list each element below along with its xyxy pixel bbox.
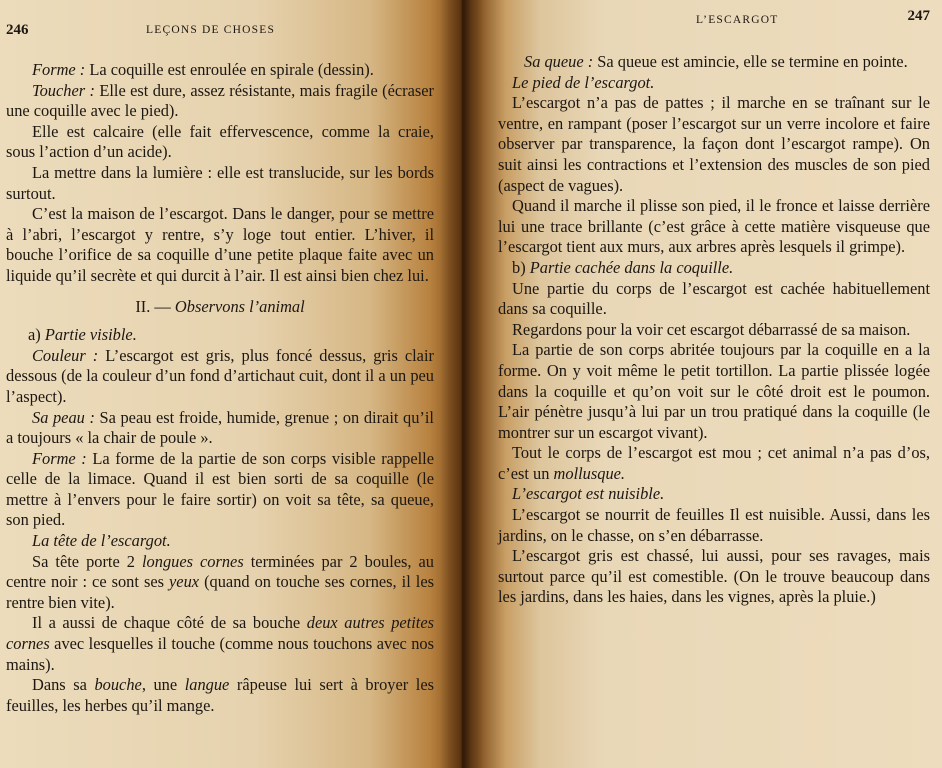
paragraph: Il a aussi de chaque côté de sa bouche deux autres petites cornes avec lesquelles il touche (comme nous touchons avec nos mains). <box>6 613 434 674</box>
paragraph: Forme : La coquille est enroulée en spirale (dessin). <box>32 60 374 79</box>
right-page <box>462 0 942 768</box>
section-heading: II. — Observons l’animal <box>135 296 305 316</box>
subheading: La tête de l’escargot. <box>32 531 171 551</box>
subheading: L’escargot est nuisible. <box>512 484 665 504</box>
paragraph: Une partie du corps de l’escargot est cachée habituellement dans sa coquille. <box>498 278 930 319</box>
paragraph: Tout le corps de l’escargot est mou ; cet animal n’a pas d’os, c’est un mollusque. <box>498 443 930 483</box>
paragraph-label: Sa peau : <box>32 407 95 427</box>
paragraph: L’escargot se nourrit de feuilles Il est nuisible. Aussi, dans les jardins, on le chasse, on s’en débarrasse. <box>498 505 930 545</box>
paragraph: La partie de son corps abritée toujours par la coquille en a la forme. On y voit même le petit tortillon. La partie plissée logée dans la coquille et qu’on voit sur le côté droit est le poumon. L’air pénètre jusqu’à lui par un trou pratiqué dans la coquille (le montrer sur un escargot vivant). <box>498 340 930 442</box>
paragraph: Elle est calcaire (elle fait effervescence, comme la craie, sous l’action d’un acide). <box>6 121 434 162</box>
paragraph-label: Sa queue : <box>524 52 594 71</box>
paragraph: Forme : La forme de la partie de son corps visible rappelle celle de la limace. Quand il est bien sorti de sa coquille (le mettre à l’envers pour le faire sortir) on voit sa tête, sa queue, son pied. <box>6 448 434 530</box>
subheading: b) Partie cachée dans la coquille. <box>512 257 734 277</box>
paragraph: Sa peau : Sa peau est froide, humide, grenue ; on dirait qu’il a toujours « la chair de poule ». <box>6 407 434 448</box>
paragraph: Regardons pour la voir cet escargot débarrassé de sa maison. <box>512 319 911 339</box>
right-page-header <box>498 10 930 32</box>
paragraph: Sa tête porte 2 longues cornes terminées par 2 boules, au centre noir : ce sont ses yeux (quand on touche ses cornes, il les rentre bien vite). <box>6 551 435 612</box>
paragraph-label: Forme : <box>32 448 87 468</box>
paragraph: Dans sa bouche, une langue râpeuse lui sert à broyer les feuilles, les herbes qu’il mange. <box>6 675 434 715</box>
paragraph-label: Forme : <box>32 60 86 79</box>
paragraph: C’est la maison de l’escargot. Dans le danger, pour se mettre à l’abri, l’escargot y rentre, s’y loge tout entier. L’hiver, il bouche l’orifice de sa coquille d’une petite plaque faite avec un liquide qu’il secrète et qui durcit à l’air. Il est ainsi bien chez lui. <box>6 204 434 285</box>
page-number: 247 <box>907 8 930 24</box>
right-page-body <box>498 52 930 608</box>
paragraph: La mettre dans la lumière : elle est translucide, sur les bords surtout. <box>6 162 434 203</box>
paragraph: Toucher : Elle est dure, assez résistante, mais fragile (écraser une coquille avec le pied). <box>6 80 434 121</box>
left-page-header <box>6 20 434 42</box>
paragraph-label: Toucher : <box>32 80 95 100</box>
paragraph: L’escargot n’a pas de pattes ; il marche en se traînant sur le ventre, en rampant (poser l’escargot sur un verre incolore et faire observer par transparence, la façon dont l’escargot rampe). On suit ainsi les contractions et l’extension des muscles de son pied (aspect de vagues). <box>498 93 930 195</box>
subheading: a) Partie visible. <box>28 325 137 345</box>
paragraph-label: Couleur : <box>32 345 99 365</box>
running-title: LEÇONS DE CHOSES <box>146 24 276 36</box>
left-page <box>0 0 462 768</box>
left-page-body <box>6 60 434 716</box>
paragraph: Couleur : L’escargot est gris, plus foncé dessus, gris clair dessous (de la couleur d’un fond d’artichaut cuit, dont il a un peu l’aspect). <box>6 345 434 406</box>
running-title: L’ESCARGOT <box>696 14 779 26</box>
paragraph: L’escargot gris est chassé, lui aussi, pour ses ravages, mais surtout parce qu’il est comestible. (On le trouve beaucoup dans les jardins, dans les haies, dans les vignes, après la pluie.) <box>498 546 930 607</box>
page-number: 246 <box>6 22 29 38</box>
paragraph: Quand il marche il plisse son pied, il le fronce et laisse derrière lui une trace brillante (c’est grâce à cette matière visqueuse que l’escargot tient aux murs, aux arbres après lesquels il grimpe). <box>498 196 930 257</box>
paragraph: Sa queue : Sa queue est amincie, elle se termine en pointe. <box>524 52 908 71</box>
subheading: Le pied de l’escargot. <box>512 72 655 92</box>
